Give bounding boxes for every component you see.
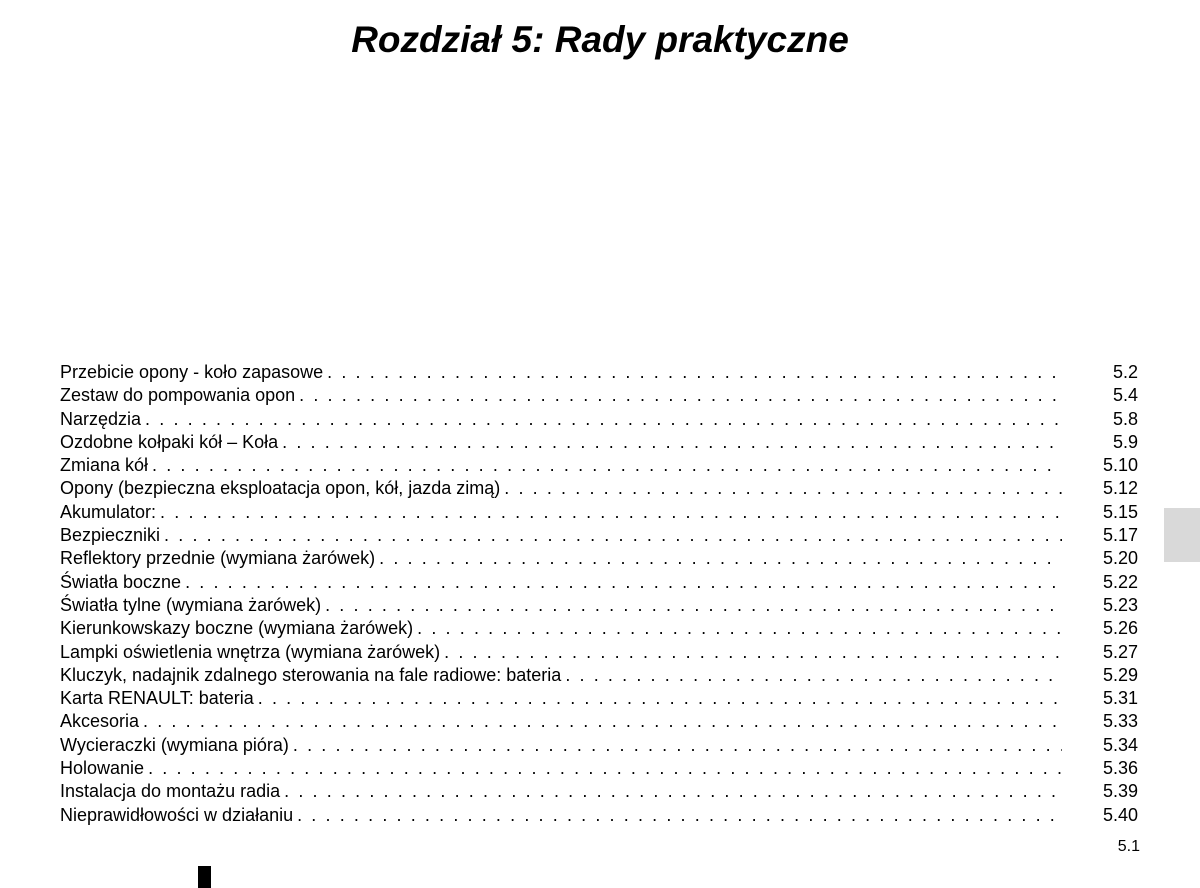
toc-entry-label: Lampki oświetlenia wnętrza (wymiana żarówek) [60, 641, 441, 662]
toc-entry[interactable] [60, 594, 1138, 617]
toc-entry-label: Kierunkowskazy boczne (wymiana żarówek) [60, 618, 414, 639]
toc-entry-label: Zestaw do pompowania opon [60, 385, 296, 406]
toc-entry[interactable] [60, 734, 1138, 757]
toc-entry[interactable] [60, 571, 1138, 594]
toc-entry-label: Nieprawidłowości w działaniu [60, 804, 294, 825]
toc-entry-page: 5.9 [1112, 431, 1138, 452]
toc-entry-page: 5.29 [1102, 664, 1138, 685]
toc-leader-dots [327, 361, 1062, 384]
toc-entry-page: 5.2 [1112, 362, 1138, 382]
toc-entry-page: 5.15 [1102, 501, 1138, 522]
toc-entry-page: 5.20 [1102, 548, 1138, 569]
toc-leader-dots [504, 477, 1062, 500]
toc-entry-label: Karta RENAULT: bateria [60, 688, 254, 709]
toc-entry-label: Ozdobne kołpaki kół – Koła [60, 431, 279, 452]
toc-entry-label: Akumulator: [60, 501, 157, 522]
toc-entry-label: Reflektory przednie (wymiana żarówek) [60, 548, 376, 569]
toc-entry-label: Kluczyk, nadajnik zdalnego sterowania na fale radiowe: bateria [60, 664, 562, 685]
toc-entry[interactable] [60, 501, 1138, 524]
toc-entry-label: Instalacja do montażu radia [60, 781, 281, 802]
toc-entry-label: Światła tylne (wymiana żarówek) [60, 594, 322, 615]
toc-entry-page: 5.23 [1102, 594, 1138, 615]
toc-leader-dots [325, 594, 1062, 617]
toc-entry-label: Bezpieczniki [60, 525, 161, 546]
toc-entry-label: Narzędzia [60, 408, 142, 429]
toc-entry-page: 5.8 [1112, 408, 1138, 429]
toc-entry[interactable] [60, 431, 1138, 454]
toc-leader-dots [258, 687, 1062, 710]
toc-entry[interactable] [60, 710, 1138, 733]
toc-entry[interactable] [60, 780, 1138, 803]
toc-entry-page: 5.22 [1102, 571, 1138, 592]
toc-leader-dots [379, 547, 1062, 570]
toc-entry[interactable] [60, 757, 1138, 780]
toc-entry-page: 5.26 [1102, 618, 1138, 639]
toc-leader-dots [565, 664, 1062, 687]
toc-entry-page: 5.40 [1102, 804, 1138, 825]
toc-leader-dots [444, 641, 1062, 664]
toc-entry-page: 5.12 [1102, 478, 1138, 499]
toc-leader-dots [417, 617, 1062, 640]
toc-leader-dots [185, 571, 1062, 594]
toc-entry-page: 5.33 [1102, 711, 1138, 732]
toc-leader-dots [297, 804, 1062, 827]
toc-leader-dots [152, 454, 1062, 477]
toc-entry[interactable] [60, 524, 1138, 547]
toc-leader-dots [282, 431, 1062, 454]
toc-entry-label: Wycieraczki (wymiana pióra) [60, 734, 289, 755]
toc-entry-page: 5.36 [1102, 758, 1138, 779]
toc-entry[interactable] [60, 687, 1138, 710]
toc-leader-dots [160, 501, 1062, 524]
toc-entry-page: 5.4 [1112, 385, 1138, 406]
toc-entry-page: 5.31 [1102, 688, 1138, 709]
table-of-contents [60, 361, 1138, 827]
toc-entry[interactable] [60, 454, 1138, 477]
toc-entry-page: 5.27 [1102, 641, 1138, 662]
toc-entry-page: 5.17 [1102, 525, 1138, 546]
page-number: 5.1 [1117, 838, 1140, 855]
crop-mark [198, 866, 211, 888]
toc-entry-page: 5.34 [1102, 734, 1138, 755]
toc-entry[interactable] [60, 804, 1138, 827]
toc-entry-label: Holowanie [60, 758, 145, 779]
toc-leader-dots [148, 757, 1062, 780]
chapter-side-tab [1164, 508, 1200, 562]
toc-entry[interactable] [60, 408, 1138, 431]
toc-entry-page: 5.39 [1102, 781, 1138, 802]
toc-entry-page: 5.10 [1102, 455, 1138, 476]
toc-entry[interactable] [60, 664, 1138, 687]
toc-entry[interactable] [60, 641, 1138, 664]
toc-entry[interactable] [60, 361, 1138, 384]
toc-entry-label: Światła boczne [60, 571, 182, 592]
toc-leader-dots [293, 734, 1062, 757]
toc-entry-label: Opony (bezpieczna eksploatacja opon, kół, jazda zimą) [60, 478, 501, 499]
toc-entry[interactable] [60, 477, 1138, 500]
toc-entry-label: Akcesoria [60, 711, 140, 732]
toc-leader-dots [164, 524, 1062, 547]
toc-entry[interactable] [60, 547, 1138, 570]
toc-entry-label: Zmiana kół [60, 455, 149, 476]
toc-leader-dots [143, 710, 1062, 733]
toc-leader-dots [299, 384, 1062, 407]
toc-entry-label: Przebicie opony - koło zapasowe [60, 362, 324, 382]
toc-entry[interactable] [60, 617, 1138, 640]
page-title: Rozdział 5: Rady praktyczne [351, 19, 849, 60]
toc-leader-dots [145, 408, 1062, 431]
toc-entry[interactable] [60, 384, 1138, 407]
toc-leader-dots [284, 780, 1062, 803]
